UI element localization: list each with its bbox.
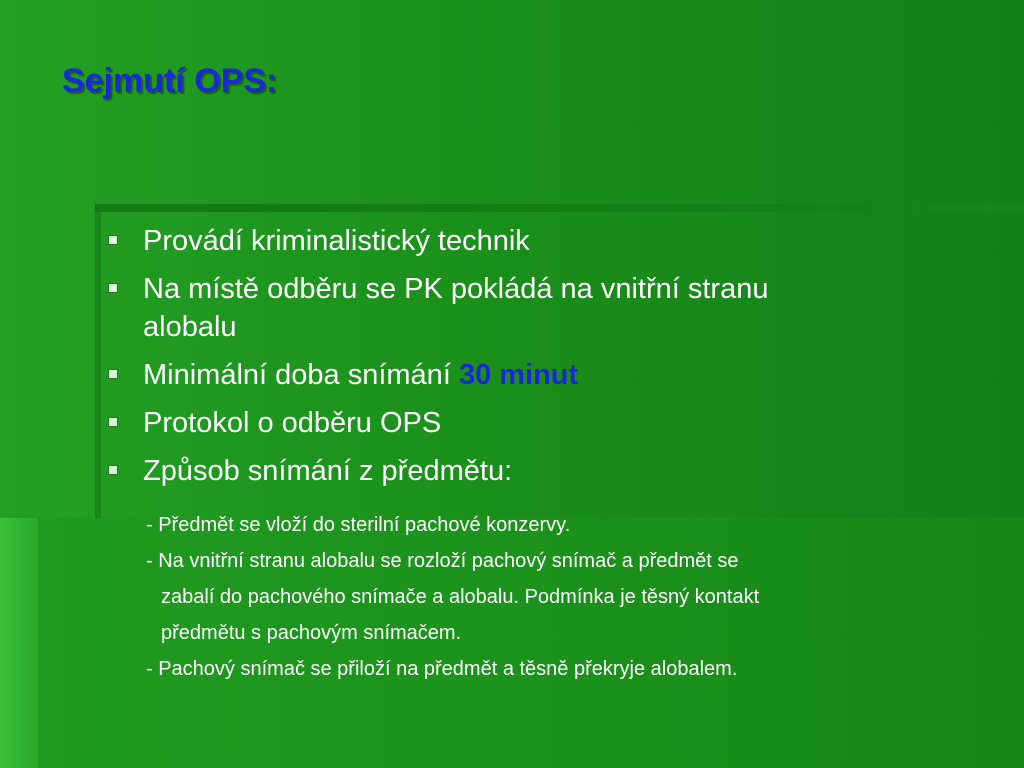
bullet-list: [105, 222, 905, 500]
sub-point-line: - Na vnitřní stranu alobalu se rozloží pachový snímač a předmět se: [146, 550, 739, 572]
background-box-left-edge: [95, 204, 101, 518]
square-bullet-icon: [108, 369, 118, 379]
sub-point-line: - Pachový snímač se přiloží na předmět a těsně překryje alobalem.: [146, 658, 738, 680]
bullet-text: Minimální doba snímání: [143, 359, 459, 391]
bullet-text-continuation: alobalu: [143, 311, 237, 343]
square-bullet-icon: [108, 283, 118, 293]
bullet-text: Způsob snímání z předmětu:: [143, 455, 513, 487]
bullet-item: [105, 404, 905, 442]
bullet-text: Protokol o odběru OPS: [143, 407, 442, 439]
bullet-item: [105, 356, 905, 394]
highlight-duration: 30 minut: [458, 359, 579, 391]
square-bullet-icon: [108, 465, 118, 475]
sub-point-line: - Předmět se vloží do sterilní pachové konzervy.: [146, 514, 571, 536]
bullet-text: Na místě odběru se PK pokládá na vnitřní stranu: [143, 273, 769, 305]
bullet-text: Provádí kriminalistický technik: [143, 225, 530, 257]
square-bullet-icon: [108, 235, 118, 245]
background-left-strip: [0, 518, 38, 768]
background-box-top-edge: [95, 204, 1024, 212]
bullet-item: [105, 222, 905, 260]
sub-point-list: [146, 507, 1006, 687]
bullet-item: [105, 452, 905, 490]
square-bullet-icon: [108, 417, 118, 427]
bullet-item: [105, 270, 905, 346]
sub-point-line-continuation: předmětu s pachovým snímačem.: [161, 622, 462, 644]
slide-title: Sejmutí OPS:: [62, 62, 278, 100]
sub-point-line-continuation: zabalí do pachového snímače a alobalu. Podmínka je těsný kontakt: [161, 586, 760, 608]
